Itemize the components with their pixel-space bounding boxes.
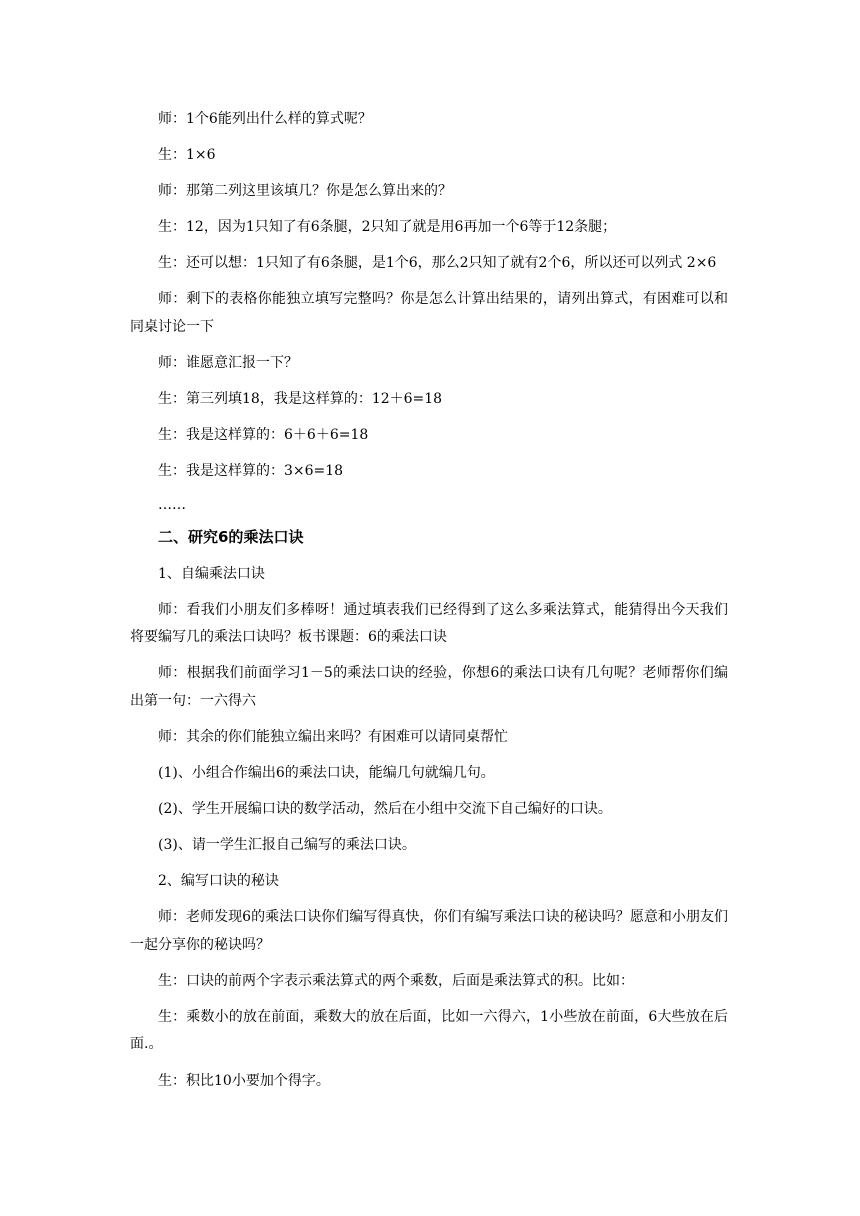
paragraph: 师：其余的你们能独立编出来吗？有困难可以请同桌帮忙 — [158, 728, 508, 745]
paragraph: 生：我是这样算的：3×6=18 — [158, 463, 344, 480]
section-heading: 二、研究6的乘法口诀 — [158, 528, 304, 547]
list-item: (3)、请一学生汇报自己编写的乘法口诀。 — [158, 837, 416, 854]
paragraph: 师：根据我们前面学习1－5的乘法口诀的经验，你想6的乘法口诀有几句呢？老师帮你们编出第一句：一六得六 — [130, 665, 728, 709]
paragraph: 生：12，因为1只知了有6条腿，2只知了就是用6再加一个6等于12条腿； — [158, 219, 617, 236]
paragraph: 生：还可以想：1只知了有6条腿，是1个6，那么2只知了就有2个6，所以还可以列式 2×6 — [158, 255, 717, 272]
paragraph: 师：谁愿意汇报一下？ — [158, 355, 298, 372]
subsection-title: 1、自编乘法口诀 — [158, 565, 265, 582]
paragraph: 生：第三列填18，我是这样算的：12＋6=18 — [158, 391, 443, 408]
paragraph: 师：1个6能列出什么样的算式呢？ — [158, 111, 372, 127]
list-item: (2)、学生开展编口诀的数学活动，然后在小组中交流下自己编好的口诀。 — [158, 801, 612, 817]
paragraph: 生：1×6 — [158, 147, 216, 164]
paragraph: 生：乘数小的放在前面，乘数大的放在后面，比如一六得六，1小些放在前面，6大些放在后面.。 — [130, 1008, 728, 1053]
document-body — [130, 106, 728, 1104]
paragraph: 生：积比10小要加个得字。 — [158, 1072, 330, 1089]
paragraph: 师：老师发现6的乘法口诀你们编写得真快，你们有编写乘法口诀的秘诀吗？愿意和小朋友们一起分享你的秘诀吗？ — [130, 909, 728, 953]
paragraph: 生：我是这样算的：6＋6＋6=18 — [158, 427, 369, 444]
list-item: (1)、小组合作编出6的乘法口诀，能编几句就编几句。 — [158, 764, 495, 781]
paragraph: 师：那第二列这里该填几？你是怎么算出来的？ — [158, 183, 452, 200]
paragraph: 师：剩下的表格你能独立填写完整吗？你是怎么计算出结果的，请列出算式，有困难可以和同桌讨论一下 — [130, 291, 728, 335]
ellipsis-line: …… — [158, 497, 186, 514]
paragraph: 生：口诀的前两个字表示乘法算式的两个乘数，后面是乘法算式的积。比如： — [158, 972, 634, 989]
paragraph: 师：看我们小朋友们多棒呀！通过填表我们已经得到了这么多乘法算式，能猜得出今天我们将要编写几的乘法口诀吗？板书课题：6的乘法口诀 — [130, 601, 728, 646]
subsection-title: 2、编写口诀的秘诀 — [158, 873, 279, 890]
